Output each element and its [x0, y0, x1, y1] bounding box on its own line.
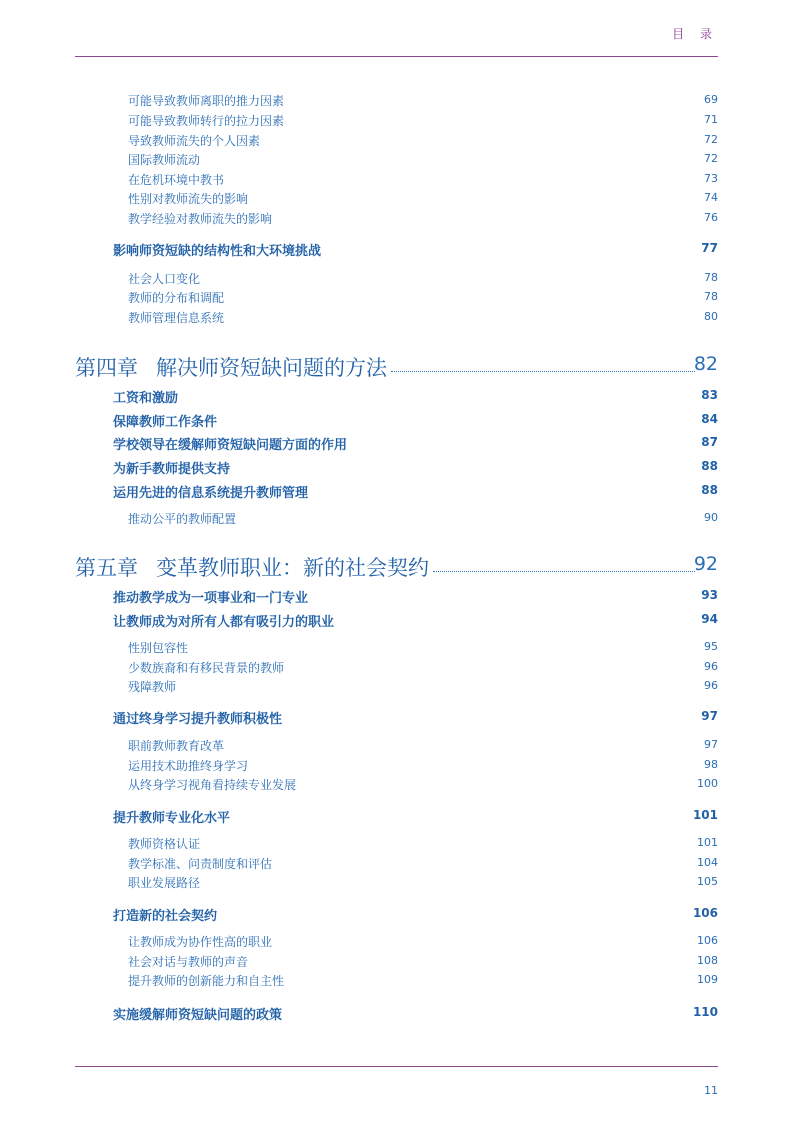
dot-leader [391, 371, 695, 372]
toc-entry-title: 社会对话与教师的声音 [128, 955, 249, 969]
toc-entry-title: 学校领导在缓解师资短缺问题方面的作用 [113, 438, 348, 453]
chapter-label: 第五章 [75, 556, 138, 580]
toc-entry-title: 让教师成为对所有人都有吸引力的职业 [113, 615, 335, 630]
toc-entry-title: 从终身学习视角看持续专业发展 [128, 778, 297, 792]
toc-entry-title: 打造新的社会契约 [113, 909, 218, 924]
toc-entry-title: 提升教师的创新能力和自主性 [128, 974, 285, 988]
toc-page-number: 95 [704, 640, 718, 653]
toc-entry-title: 国际教师流动 [128, 153, 201, 167]
toc-page-number: 90 [704, 511, 718, 524]
toc-entry-title: 少数族裔和有移民背景的教师 [128, 661, 285, 675]
toc-page-number: 92 [693, 553, 718, 575]
toc-entry-title: 可能导致教师转行的拉力因素 [128, 114, 285, 128]
toc-entry-title: 导致教师流失的个人因素 [128, 134, 261, 148]
toc-page-number: 71 [704, 113, 718, 126]
toc-page-number: 78 [704, 271, 718, 284]
toc-entry-title: 影响师资短缺的结构性和大环境挑战 [113, 244, 322, 259]
toc-entry-title: 残障教师 [128, 680, 177, 694]
toc-page-number: 101 [697, 836, 718, 849]
toc-entry-title: 性别对教师流失的影响 [128, 192, 249, 206]
toc-chapter-heading [75, 352, 387, 382]
toc-page-number: 100 [697, 777, 718, 790]
toc-entry-title: 推动教学成为一项事业和一门专业 [113, 591, 309, 606]
chapter-title: 解决师资短缺问题的方法 [156, 356, 387, 380]
toc-entry-title: 教学经验对教师流失的影响 [128, 212, 273, 226]
toc-entry-title: 运用技术助推终身学习 [128, 759, 249, 773]
header-title: 目 录 [672, 27, 718, 41]
toc-entry-title: 工资和激励 [113, 391, 179, 406]
toc-entry-title: 社会人口变化 [128, 272, 201, 286]
toc-entry-title: 通过终身学习提升教师积极性 [113, 712, 283, 727]
toc-page-number: 101 [692, 808, 718, 822]
chapter-label: 第四章 [75, 356, 138, 380]
toc-entry-title: 保障教师工作条件 [113, 415, 218, 430]
toc-page-number: 105 [697, 875, 718, 888]
toc-entry-title: 性别包容性 [128, 641, 189, 655]
chapter-title: 变革教师职业：新的社会契约 [156, 556, 429, 580]
toc-page-number: 94 [701, 612, 718, 626]
toc-page-number: 109 [697, 973, 718, 986]
toc-page-number: 106 [692, 906, 718, 920]
toc-page-number: 88 [701, 459, 718, 473]
toc-page-number: 84 [701, 412, 718, 426]
toc-page-number: 72 [704, 152, 718, 165]
toc-entry-title: 教学标准、问责制度和评估 [128, 857, 273, 871]
toc-page-number: 104 [697, 856, 718, 869]
toc-entry-title: 提升教师专业化水平 [113, 811, 231, 826]
toc-page-number: 80 [704, 310, 718, 323]
toc-page-number: 74 [704, 191, 718, 204]
toc-entry-title: 职业发展路径 [128, 876, 201, 890]
toc-page-number: 96 [704, 660, 718, 673]
toc-page-number: 93 [701, 588, 718, 602]
toc-entry-title: 教师资格认证 [128, 837, 201, 851]
toc-entry-title: 让教师成为协作性高的职业 [128, 935, 273, 949]
toc-entry-title: 教师的分布和调配 [128, 291, 225, 305]
toc-page-number: 76 [704, 211, 718, 224]
toc-page-number: 87 [701, 435, 718, 449]
toc-entry-title: 实施缓解师资短缺问题的政策 [113, 1008, 283, 1023]
toc-chapter-heading [75, 552, 429, 582]
toc-page-number: 88 [701, 483, 718, 497]
toc-entry-title: 职前教师教育改革 [128, 739, 225, 753]
toc-entry-title: 可能导致教师离职的推力因素 [128, 94, 285, 108]
toc-entry-title: 教师管理信息系统 [128, 311, 225, 325]
toc-page-number: 78 [704, 290, 718, 303]
toc-page-number: 97 [704, 738, 718, 751]
toc-page-number: 96 [704, 679, 718, 692]
toc-page-number: 108 [697, 954, 718, 967]
footer-rule [75, 1066, 718, 1067]
toc-page-number: 72 [704, 133, 718, 146]
toc-entry-title: 运用先进的信息系统提升教师管理 [113, 486, 309, 501]
toc-entry-title: 在危机环境中教书 [128, 173, 225, 187]
toc-page-number: 106 [697, 934, 718, 947]
toc-page-number: 110 [692, 1005, 718, 1019]
toc-page-number: 77 [701, 241, 718, 255]
toc-page-number: 82 [693, 353, 718, 375]
toc-entry-title: 为新手教师提供支持 [113, 462, 231, 477]
dot-leader [433, 571, 695, 572]
toc-page-number: 83 [701, 388, 718, 402]
toc-page-number: 98 [704, 758, 718, 771]
toc-page-number: 73 [704, 172, 718, 185]
toc-entry-title: 推动公平的教师配置 [128, 512, 237, 526]
page-number: 11 [704, 1084, 718, 1097]
toc-page-number: 69 [704, 93, 718, 106]
toc-page-number: 97 [701, 709, 718, 723]
